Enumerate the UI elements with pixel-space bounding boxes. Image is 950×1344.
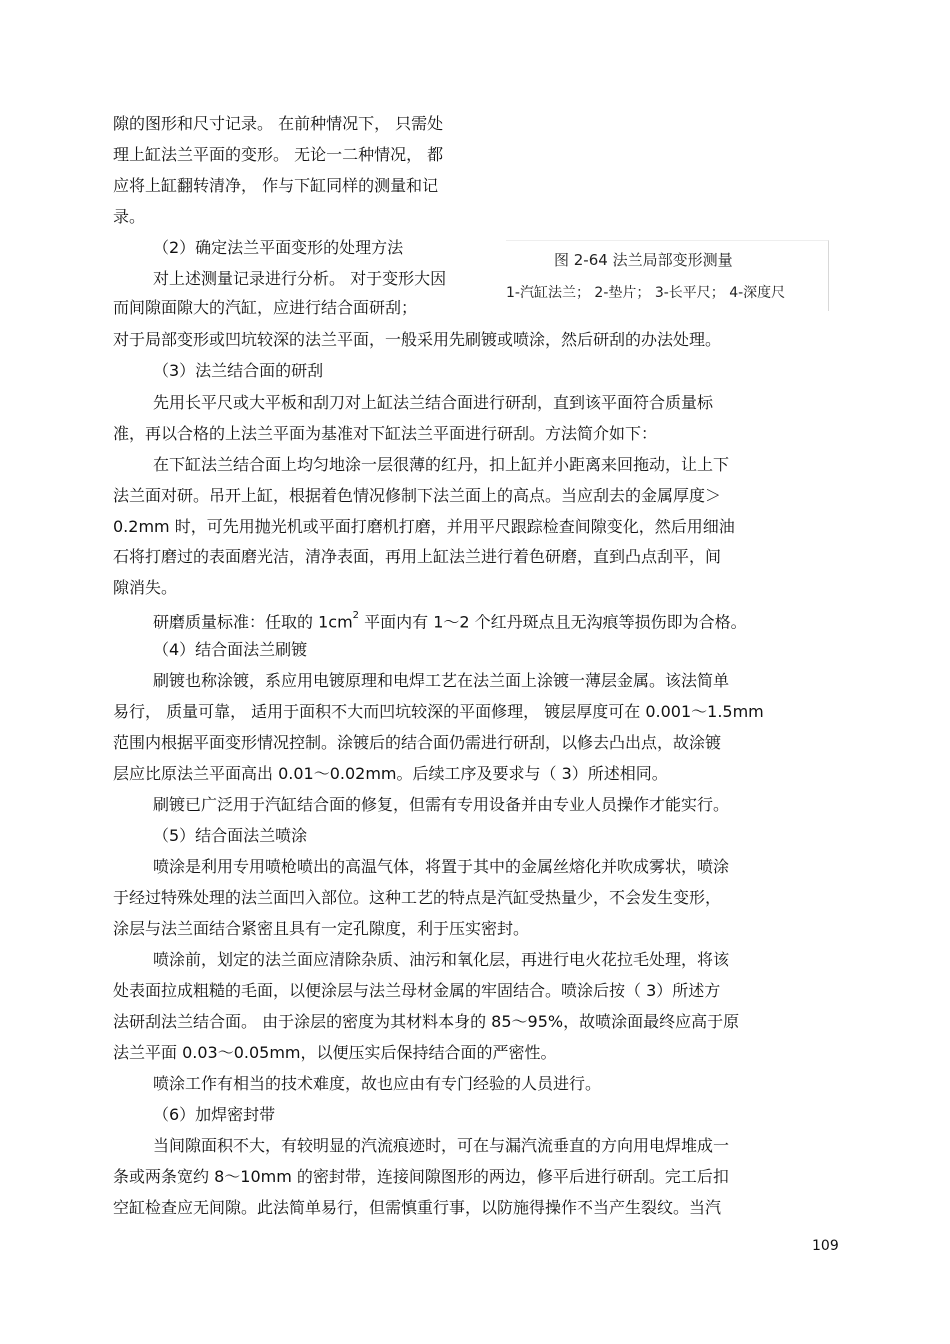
- text-line: 空缸检查应无间隙。此法简单易行，但需慎重行事，以防施得操作不当产生裂纹。当汽: [113, 1198, 722, 1217]
- text-line: 隙的图形和尺寸记录。 在前种情况下， 只需处: [113, 114, 444, 133]
- text-line: 涂层与法兰面结合紧密且具有一定孔隙度，利于压实密封。: [113, 919, 530, 938]
- text-line: 层应比原法兰平面高出 0.01～0.02mm。后续工序及要求与（ 3）所述相同。: [113, 764, 668, 783]
- text-segment: 研磨质量标准：任取的 1cm: [153, 612, 353, 632]
- text-line: 录。: [113, 207, 146, 226]
- text-line: 而间隙面隙大的汽缸，应进行结合面研刮；: [113, 298, 418, 317]
- section-heading: （3）法兰结合面的研刮: [153, 361, 324, 380]
- text-line: 法研刮法兰结合面。 由于涂层的密度为其材料本身的 85～95%，故喷涂面最终应高于原: [113, 1012, 740, 1031]
- text-line: 隙消失。: [113, 578, 178, 597]
- text-line: 当间隙面积不大，有较明显的汽流痕迹时，可在与漏汽流垂直的方向用电焊堆成一: [153, 1136, 730, 1155]
- text-line: 于经过特殊处理的法兰面凹入部位。这种工艺的特点是汽缸受热量少，不会发生变形，: [113, 888, 722, 907]
- text-line: 先用长平尺或大平板和刮刀对上缸法兰结合面进行研刮，直到该平面符合质量标: [153, 393, 714, 412]
- text-line: 喷涂工作有相当的技术难度，故也应由有专门经验的人员进行。: [153, 1074, 602, 1093]
- text-line: 易行， 质量可靠， 适用于面积不大而凹坑较深的平面修理， 镀层厚度可在 0.001～1.5mm: [113, 702, 764, 721]
- text-line: 范围内根据平面变形情况控制。涂镀后的结合面仍需进行研刮，以修去凸出点，故涂镀: [113, 733, 722, 752]
- page-number: 109: [812, 1238, 839, 1254]
- text-line: 在下缸法兰结合面上均匀地涂一层很薄的红丹，扣上缸并小距离来回拖动，让上下: [153, 455, 730, 474]
- section-heading: （2）确定法兰平面变形的处理方法: [153, 238, 404, 257]
- figure-caption: 图 2-64 法兰局部变形测量: [554, 251, 733, 269]
- figure-legend: 1-汽缸法兰； 2-垫片； 3-长平尺； 4-深度尺: [506, 285, 786, 301]
- text-line: 条或两条宽约 8～10mm 的密封带，连接间隙图形的两边，修平后进行研刮。完工后扣: [113, 1167, 729, 1186]
- section-heading: （5）结合面法兰喷涂: [153, 826, 308, 845]
- text-line: 石将打磨过的表面磨光洁，清净表面，再用上缸法兰进行着色研磨，直到凸点刮平，间: [113, 547, 722, 566]
- text-line: 喷涂是利用专用喷枪喷出的高温气体，将置于其中的金属丝熔化并吹成雾状，喷涂: [153, 857, 730, 876]
- quality-standard-line: [153, 608, 747, 633]
- text-line: 处表面拉成粗糙的毛面，以便涂层与法兰母材金属的牢固结合。喷涂后按（ 3）所述方: [113, 981, 721, 1000]
- text-line: 刷镀已广泛用于汽缸结合面的修复，但需有专用设备并由专业人员操作才能实行。: [153, 795, 730, 814]
- text-line: 理上缸法兰平面的变形。 无论一二种情况， 都: [113, 145, 444, 164]
- section-heading: （4）结合面法兰刷镀: [153, 640, 308, 659]
- text-line: 准，再以合格的上法兰平面为基准对下缸法兰平面进行研刮。方法简介如下：: [113, 424, 658, 443]
- text-line: 喷涂前，划定的法兰面应清除杂质、油污和氧化层，再进行电火花拉毛处理，将该: [153, 950, 730, 969]
- section-heading: （6）加焊密封带: [153, 1105, 276, 1124]
- text-line: 对于局部变形或凹坑较深的法兰平面，一般采用先刷镀或喷涂，然后研刮的办法处理。: [113, 330, 722, 349]
- text-line: 法兰平面 0.03～0.05mm，以便压实后保持结合面的严密性。: [113, 1043, 557, 1062]
- superscript: 2: [352, 610, 360, 621]
- text-line: 0.2mm 时，可先用抛光机或平面打磨机打磨，并用平尺跟踪检查间隙变化，然后用细油: [113, 517, 735, 536]
- text-line: 法兰面对研。吊开上缸，根据着色情况修制下法兰面上的高点。当应刮去的金属厚度＞: [113, 486, 722, 505]
- text-line: 对上述测量记录进行分析。 对于变形大因: [153, 269, 447, 288]
- text-segment: 平面内有 1～2 个红丹斑点且无沟痕等损伤即为合格。: [364, 612, 747, 632]
- text-line: 应将上缸翻转清净， 作与下缸同样的测量和记: [113, 176, 439, 195]
- text-line: 刷镀也称涂镀，系应用电镀原理和电焊工艺在法兰面上涂镀一薄层金属。该法简单: [153, 671, 730, 690]
